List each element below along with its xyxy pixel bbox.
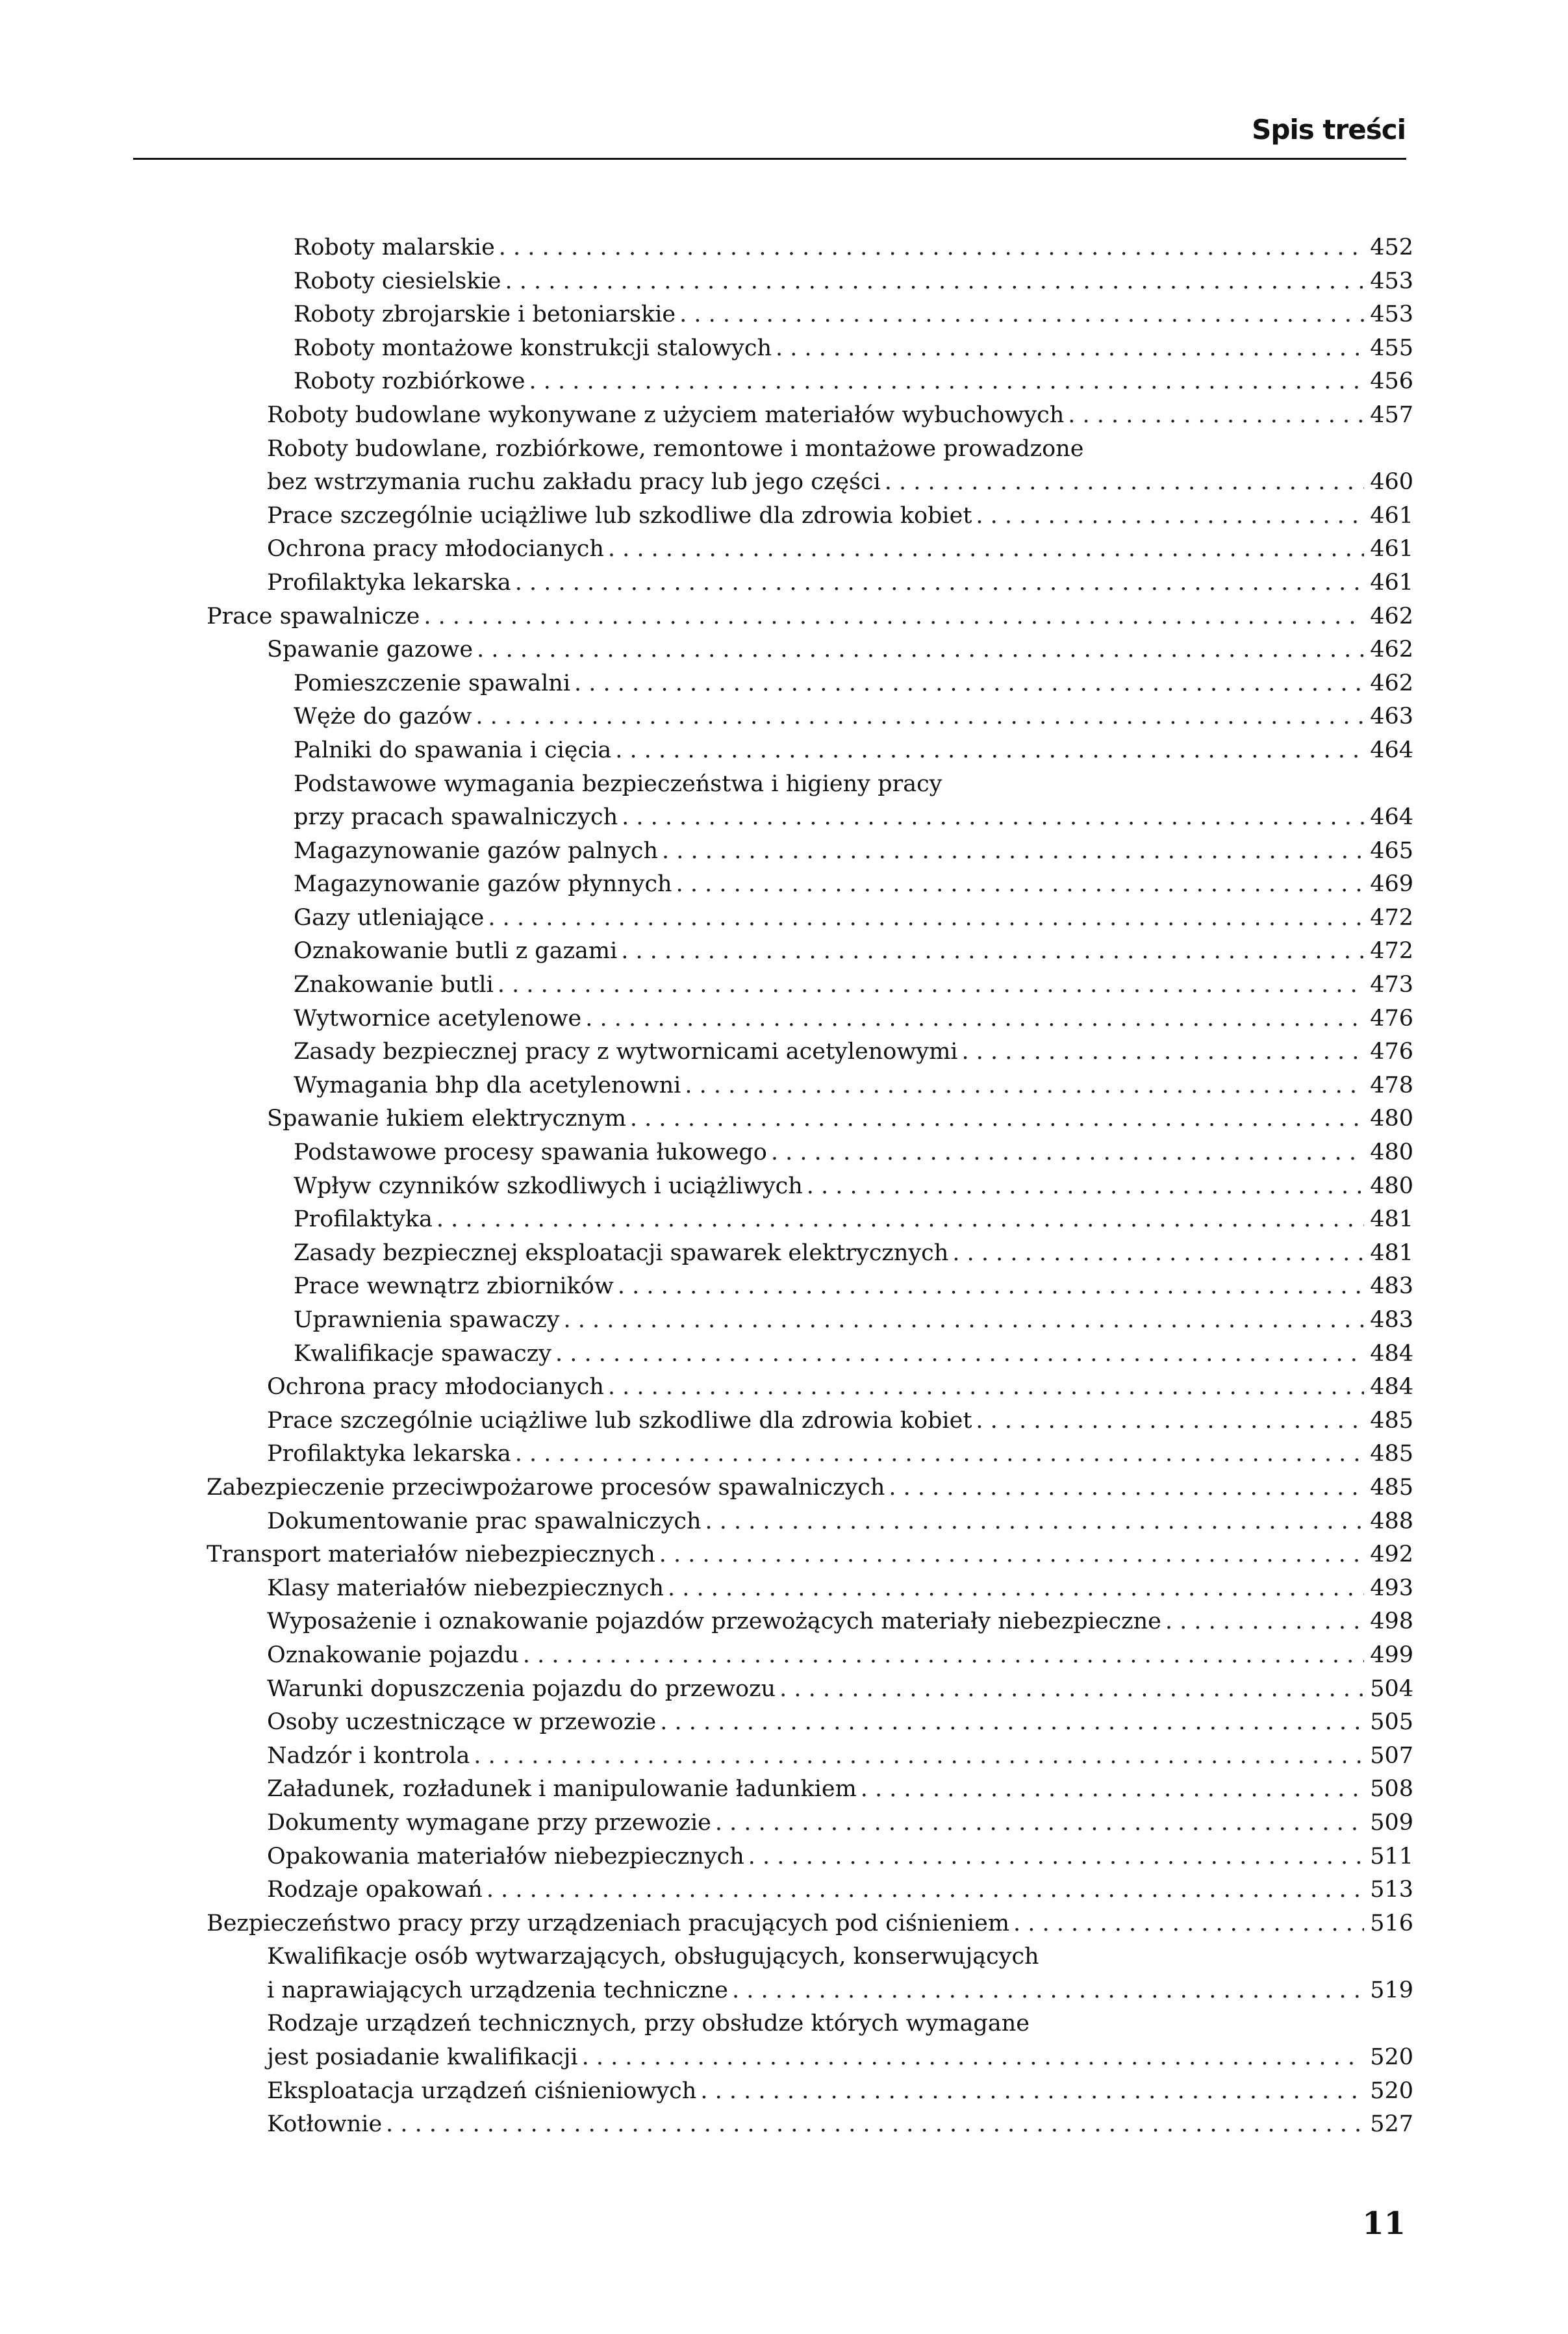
toc-entry[interactable]	[207, 1873, 1413, 1907]
dot-leader	[574, 667, 1364, 701]
toc-entry[interactable]	[207, 2108, 1413, 2142]
dot-leader	[436, 1203, 1364, 1237]
dot-leader	[585, 1002, 1364, 1036]
toc-entry-label: Profilaktyka lekarska	[267, 1441, 511, 1467]
toc-entry-page: 513	[1370, 1877, 1413, 1903]
toc-entry-page: 508	[1370, 1776, 1413, 1803]
toc-entry-label: bez wstrzymania ruchu zakładu pracy lub jego części	[267, 469, 881, 496]
toc-entry[interactable]	[207, 566, 1413, 600]
toc-entry-label: Roboty zbrojarskie i betoniarskie	[294, 301, 676, 328]
toc-entry-page: 472	[1370, 904, 1413, 931]
toc-entry-page: 499	[1370, 1642, 1413, 1668]
toc-entry-label: Pomieszczenie spawalni	[294, 670, 571, 696]
dot-leader	[498, 969, 1364, 1002]
dot-leader	[523, 1639, 1364, 1673]
dot-leader	[582, 2041, 1364, 2075]
toc-entry-label: Zabezpieczenie przeciwpożarowe procesów spawalniczych	[207, 1474, 885, 1501]
toc-entry-page: 484	[1370, 1340, 1413, 1367]
toc-entry-label: Dokumenty wymagane przy przewozie	[267, 1809, 711, 1836]
dot-leader	[1165, 1605, 1364, 1639]
toc-entry-label: Warunki dopuszczenia pojazdu do przewozu	[267, 1675, 776, 1702]
dot-leader	[475, 700, 1364, 734]
dot-leader	[779, 1673, 1364, 1706]
dot-leader	[660, 1706, 1364, 1740]
toc-entry-page: 462	[1370, 670, 1413, 696]
toc-entry-page: 511	[1370, 1843, 1413, 1870]
toc-entry[interactable]	[207, 2075, 1413, 2109]
toc-entry[interactable]	[207, 700, 1413, 734]
toc-entry-page: 483	[1370, 1273, 1413, 1300]
toc-entry-page: 453	[1370, 268, 1413, 294]
dot-leader	[861, 1773, 1364, 1807]
toc-entry[interactable]	[207, 1404, 1413, 1438]
toc-entry[interactable]	[207, 633, 1413, 667]
toc-entry[interactable]	[207, 902, 1413, 935]
toc-entry[interactable]	[207, 1940, 1413, 1974]
toc-entry[interactable]	[207, 1338, 1413, 1371]
dot-leader	[715, 1807, 1364, 1840]
toc-entry-label: Magazynowanie gazów płynnych	[294, 871, 672, 898]
toc-entry-page: 457	[1370, 401, 1413, 428]
toc-entry-label: Gazy utleniające	[294, 904, 485, 931]
toc-entry[interactable]	[207, 1505, 1413, 1539]
toc-entry[interactable]	[207, 768, 1413, 802]
toc-entry[interactable]	[207, 667, 1413, 701]
toc-entry[interactable]	[207, 1807, 1413, 1840]
toc-entry-label: Palniki do spawania i cięcia	[294, 737, 612, 763]
toc-entry-label: Profilaktyka	[294, 1206, 433, 1233]
toc-entry-page: 481	[1370, 1206, 1413, 1233]
toc-entry-label: Roboty montażowe konstrukcji stalowych	[294, 335, 772, 361]
toc-entry-page: 473	[1370, 972, 1413, 998]
toc-entry-page: 485	[1370, 1441, 1413, 1467]
toc-entry-label: Prace spawalnicze	[207, 603, 420, 629]
toc-entry[interactable]	[207, 265, 1413, 299]
toc-entry-page: 498	[1370, 1608, 1413, 1635]
toc-entry[interactable]	[207, 1907, 1413, 1941]
dot-leader	[386, 2108, 1364, 2142]
toc-entry[interactable]	[207, 298, 1413, 332]
toc-entry-page: 485	[1370, 1407, 1413, 1434]
toc-entry-page: 472	[1370, 938, 1413, 965]
toc-entry-page: 455	[1370, 335, 1413, 361]
toc-entry-label: Rodzaje opakowań	[267, 1877, 483, 1903]
toc-entry-page: 461	[1370, 502, 1413, 529]
toc-entry[interactable]	[207, 1840, 1413, 1874]
dot-leader	[488, 902, 1364, 935]
toc-entry[interactable]	[207, 1639, 1413, 1673]
toc-entry[interactable]	[207, 2007, 1413, 2041]
toc-entry[interactable]	[207, 600, 1413, 634]
dot-leader	[889, 1471, 1364, 1505]
dot-leader	[705, 1505, 1364, 1539]
toc-entry-label: Uprawnienia spawaczy	[294, 1307, 560, 1333]
toc-entry-label: Profilaktyka lekarska	[267, 569, 511, 596]
dot-leader	[474, 1740, 1364, 1773]
running-header-title: Spis treści	[1252, 114, 1406, 146]
toc-entry-page: 480	[1370, 1106, 1413, 1132]
toc-entry-page: 520	[1370, 2077, 1413, 2104]
toc-entry-page: 527	[1370, 2111, 1413, 2138]
toc-entry-page: 520	[1370, 2044, 1413, 2071]
toc-entry-label: Prace szczególnie uciążliwe lub szkodliwe dla zdrowia kobiet	[267, 502, 972, 529]
toc-entry-label: Oznakowanie pojazdu	[267, 1642, 519, 1668]
toc-entry-label: Prace szczególnie uciążliwe lub szkodliwe dla zdrowia kobiet	[267, 1407, 972, 1434]
toc-entry[interactable]	[207, 1538, 1413, 1572]
toc-entry-page: 507	[1370, 1742, 1413, 1769]
dot-leader	[477, 633, 1364, 667]
toc-entry-label: Kwalifikacje spawaczy	[294, 1340, 551, 1367]
dot-leader	[505, 265, 1364, 299]
toc-entry[interactable]	[207, 1572, 1413, 1606]
toc-entry[interactable]	[207, 835, 1413, 869]
toc-entry[interactable]	[207, 935, 1413, 969]
toc-entry-label: Wpływ czynników szkodliwych i uciążliwych	[294, 1173, 803, 1199]
toc-entry-page: 476	[1370, 1039, 1413, 1065]
toc-entry-label: Podstawowe wymagania bezpieczeństwa i higieny pracy	[294, 770, 942, 797]
toc-entry-page: 481	[1370, 1239, 1413, 1266]
toc-entry-label: Rodzaje urządzeń technicznych, przy obsłudze których wymagane	[267, 2011, 1030, 2037]
dot-leader	[499, 231, 1364, 265]
toc-entry-label: Transport materiałów niebezpiecznych	[207, 1541, 655, 1568]
toc-entry-label: Roboty ciesielskie	[294, 268, 501, 294]
toc-entry[interactable]	[207, 533, 1413, 566]
toc-entry-label: jest posiadanie kwalifikacji	[267, 2044, 578, 2071]
toc-entry[interactable]	[207, 1270, 1413, 1304]
dot-leader	[515, 1438, 1364, 1471]
toc-entry-page: 464	[1370, 804, 1413, 831]
dot-leader	[487, 1873, 1364, 1907]
toc-entry-label: Magazynowanie gazów palnych	[294, 837, 658, 864]
toc-entry[interactable]	[207, 734, 1413, 768]
toc-entry-label: i naprawiających urządzenia techniczne	[267, 1977, 728, 2003]
toc-entry[interactable]	[207, 1035, 1413, 1069]
toc-entry-label: Nadzór i kontrola	[267, 1742, 470, 1769]
toc-entry-label: Bezpieczeństwo pracy przy urządzeniach pracujących pod ciśnieniem	[207, 1910, 1010, 1936]
toc-entry[interactable]	[207, 868, 1413, 902]
dot-leader	[621, 935, 1364, 969]
toc-entry-label: Ochrona pracy młodocianych	[267, 1374, 604, 1401]
toc-entry-page: 460	[1370, 469, 1413, 496]
toc-entry-page: 463	[1370, 704, 1413, 730]
toc-entry[interactable]	[207, 1438, 1413, 1471]
toc-entry-page: 504	[1370, 1675, 1413, 1702]
toc-entry-page: 464	[1370, 737, 1413, 763]
toc-entry-label: Podstawowe procesy spawania łukowego	[294, 1139, 767, 1166]
dot-leader	[748, 1840, 1364, 1874]
toc-entry-label: Wytwornice acetylenowe	[294, 1005, 582, 1032]
toc-entry-page: 461	[1370, 536, 1413, 563]
toc-entry[interactable]	[207, 433, 1413, 466]
toc-entry[interactable]	[207, 1974, 1413, 2008]
dot-leader	[679, 298, 1364, 332]
dot-leader	[564, 1304, 1364, 1338]
toc-entry[interactable]	[207, 1237, 1413, 1271]
toc-entry-label: Zasady bezpiecznej pracy z wytwornicami acetylenowymi	[294, 1039, 958, 1065]
toc-entry-page: 461	[1370, 569, 1413, 596]
dot-leader	[608, 533, 1364, 566]
toc-entry-label: Roboty budowlane, rozbiórkowe, remontowe i montażowe prowadzone	[267, 435, 1084, 462]
toc-entry-page: 462	[1370, 637, 1413, 663]
toc-entry-label: Roboty rozbiórkowe	[294, 368, 525, 395]
toc-entry-label: Dokumentowanie prac spawalniczych	[267, 1508, 702, 1534]
toc-entry[interactable]	[207, 1371, 1413, 1404]
toc-entry[interactable]	[207, 231, 1413, 265]
toc-entry-label: Klasy materiałów niebezpiecznych	[267, 1575, 664, 1601]
toc-entry-label: Załadunek, rozładunek i manipulowanie ładunkiem	[267, 1776, 857, 1803]
toc-entry[interactable]	[207, 801, 1413, 835]
toc-entry-label: Wymagania bhp dla acetylenowni	[294, 1072, 681, 1098]
dot-leader	[807, 1170, 1364, 1204]
toc-entry-page: 509	[1370, 1809, 1413, 1836]
toc-entry-label: Znakowanie butli	[294, 972, 494, 998]
toc-entry-page: 480	[1370, 1173, 1413, 1199]
toc-entry-page: 452	[1370, 235, 1413, 260]
toc-entry-page: 483	[1370, 1307, 1413, 1333]
toc-entry-label: Osoby uczestniczące w przewozie	[267, 1709, 657, 1736]
toc-entry-label: Roboty budowlane wykonywane z użyciem materiałów wybuchowych	[267, 401, 1065, 428]
dot-leader	[1068, 399, 1364, 433]
dot-leader	[885, 466, 1364, 500]
toc-entry-label: Opakowania materiałów niebezpiecznych	[267, 1843, 744, 1870]
toc-entry-page: 462	[1370, 603, 1413, 629]
toc-entry[interactable]	[207, 1773, 1413, 1807]
toc-entry[interactable]	[207, 969, 1413, 1002]
toc-entry-label: Kotłownie	[267, 2111, 383, 2138]
dot-leader	[630, 1102, 1364, 1136]
dot-leader	[615, 734, 1364, 768]
dot-leader	[961, 1035, 1364, 1069]
toc-entry[interactable]	[207, 1136, 1413, 1170]
toc-entry[interactable]	[207, 1605, 1413, 1639]
toc-entry[interactable]	[207, 332, 1413, 366]
toc-entry-label: Roboty malarskie	[294, 235, 495, 260]
toc-entry-label: przy pracach spawalniczych	[294, 804, 618, 831]
toc-entry-label: Oznakowanie butli z gazami	[294, 938, 618, 965]
dot-leader	[529, 365, 1364, 399]
page-number: 11	[1362, 2205, 1406, 2242]
dot-leader	[618, 1270, 1364, 1304]
toc-entry-label: Wyposażenie i oznakowanie pojazdów przewożących materiały niebezpieczne	[267, 1608, 1161, 1635]
toc-entry-page: 492	[1370, 1541, 1413, 1568]
toc-entry-label: Prace wewnątrz zbiorników	[294, 1273, 614, 1300]
toc-entry-page: 456	[1370, 368, 1413, 395]
toc-entry-page: 476	[1370, 1005, 1413, 1032]
toc-entry[interactable]	[207, 399, 1413, 433]
dot-leader	[1013, 1907, 1364, 1941]
dot-leader	[700, 2075, 1364, 2109]
toc-entry-page: 505	[1370, 1709, 1413, 1736]
toc-entry-label: Węże do gazów	[294, 704, 472, 730]
toc-entry-label: Spawanie łukiem elektrycznym	[267, 1106, 626, 1132]
toc-entry-page: 453	[1370, 301, 1413, 328]
toc-entry[interactable]	[207, 466, 1413, 500]
toc-entry[interactable]	[207, 1673, 1413, 1706]
toc-entry-label: Ochrona pracy młodocianych	[267, 536, 604, 563]
toc-entry-page: 516	[1370, 1910, 1413, 1936]
toc-entry-page: 484	[1370, 1374, 1413, 1401]
dot-leader	[676, 868, 1364, 902]
toc-entry-page: 465	[1370, 837, 1413, 864]
dot-leader	[976, 1404, 1364, 1438]
toc-entry-page: 480	[1370, 1139, 1413, 1166]
toc-entry-page: 519	[1370, 1977, 1413, 2003]
toc-entry-label: Eksploatacja urządzeń ciśnieniowych	[267, 2077, 697, 2104]
dot-leader	[515, 566, 1364, 600]
dot-leader	[622, 801, 1364, 835]
toc-entry[interactable]	[207, 1203, 1413, 1237]
toc-entry[interactable]	[207, 1069, 1413, 1103]
toc-entry-label: Spawanie gazowe	[267, 637, 474, 663]
dot-leader	[424, 600, 1364, 634]
dot-leader	[555, 1338, 1364, 1371]
toc-entry[interactable]	[207, 1740, 1413, 1773]
toc-entry[interactable]	[207, 1102, 1413, 1136]
dot-leader	[662, 835, 1364, 869]
toc-entry[interactable]	[207, 1471, 1413, 1505]
dot-leader	[659, 1538, 1364, 1572]
toc-entry[interactable]	[207, 1170, 1413, 1204]
toc-entry[interactable]	[207, 500, 1413, 533]
toc-entry[interactable]	[207, 2041, 1413, 2075]
toc-entry-page: 493	[1370, 1575, 1413, 1601]
toc-entry-label: Zasady bezpiecznej eksploatacji spawarek elektrycznych	[294, 1239, 949, 1266]
toc-entry-page: 485	[1370, 1474, 1413, 1501]
toc-entry[interactable]	[207, 1304, 1413, 1338]
header-rule	[133, 158, 1406, 160]
dot-leader	[608, 1371, 1364, 1404]
toc-entry-page: 469	[1370, 871, 1413, 898]
table-of-contents	[207, 231, 1413, 2142]
dot-leader	[685, 1069, 1364, 1103]
dot-leader	[776, 332, 1364, 366]
dot-leader	[732, 1974, 1364, 2008]
toc-entry-page: 488	[1370, 1508, 1413, 1534]
toc-entry-label: Kwalifikacje osób wytwarzających, obsługujących, konserwujących	[267, 1944, 1039, 1970]
toc-entry[interactable]	[207, 1002, 1413, 1036]
toc-entry[interactable]	[207, 365, 1413, 399]
dot-leader	[976, 500, 1364, 533]
dot-leader	[771, 1136, 1364, 1170]
toc-entry[interactable]	[207, 1706, 1413, 1740]
dot-leader	[668, 1572, 1364, 1606]
toc-entry-page: 478	[1370, 1072, 1413, 1098]
dot-leader	[952, 1237, 1364, 1271]
